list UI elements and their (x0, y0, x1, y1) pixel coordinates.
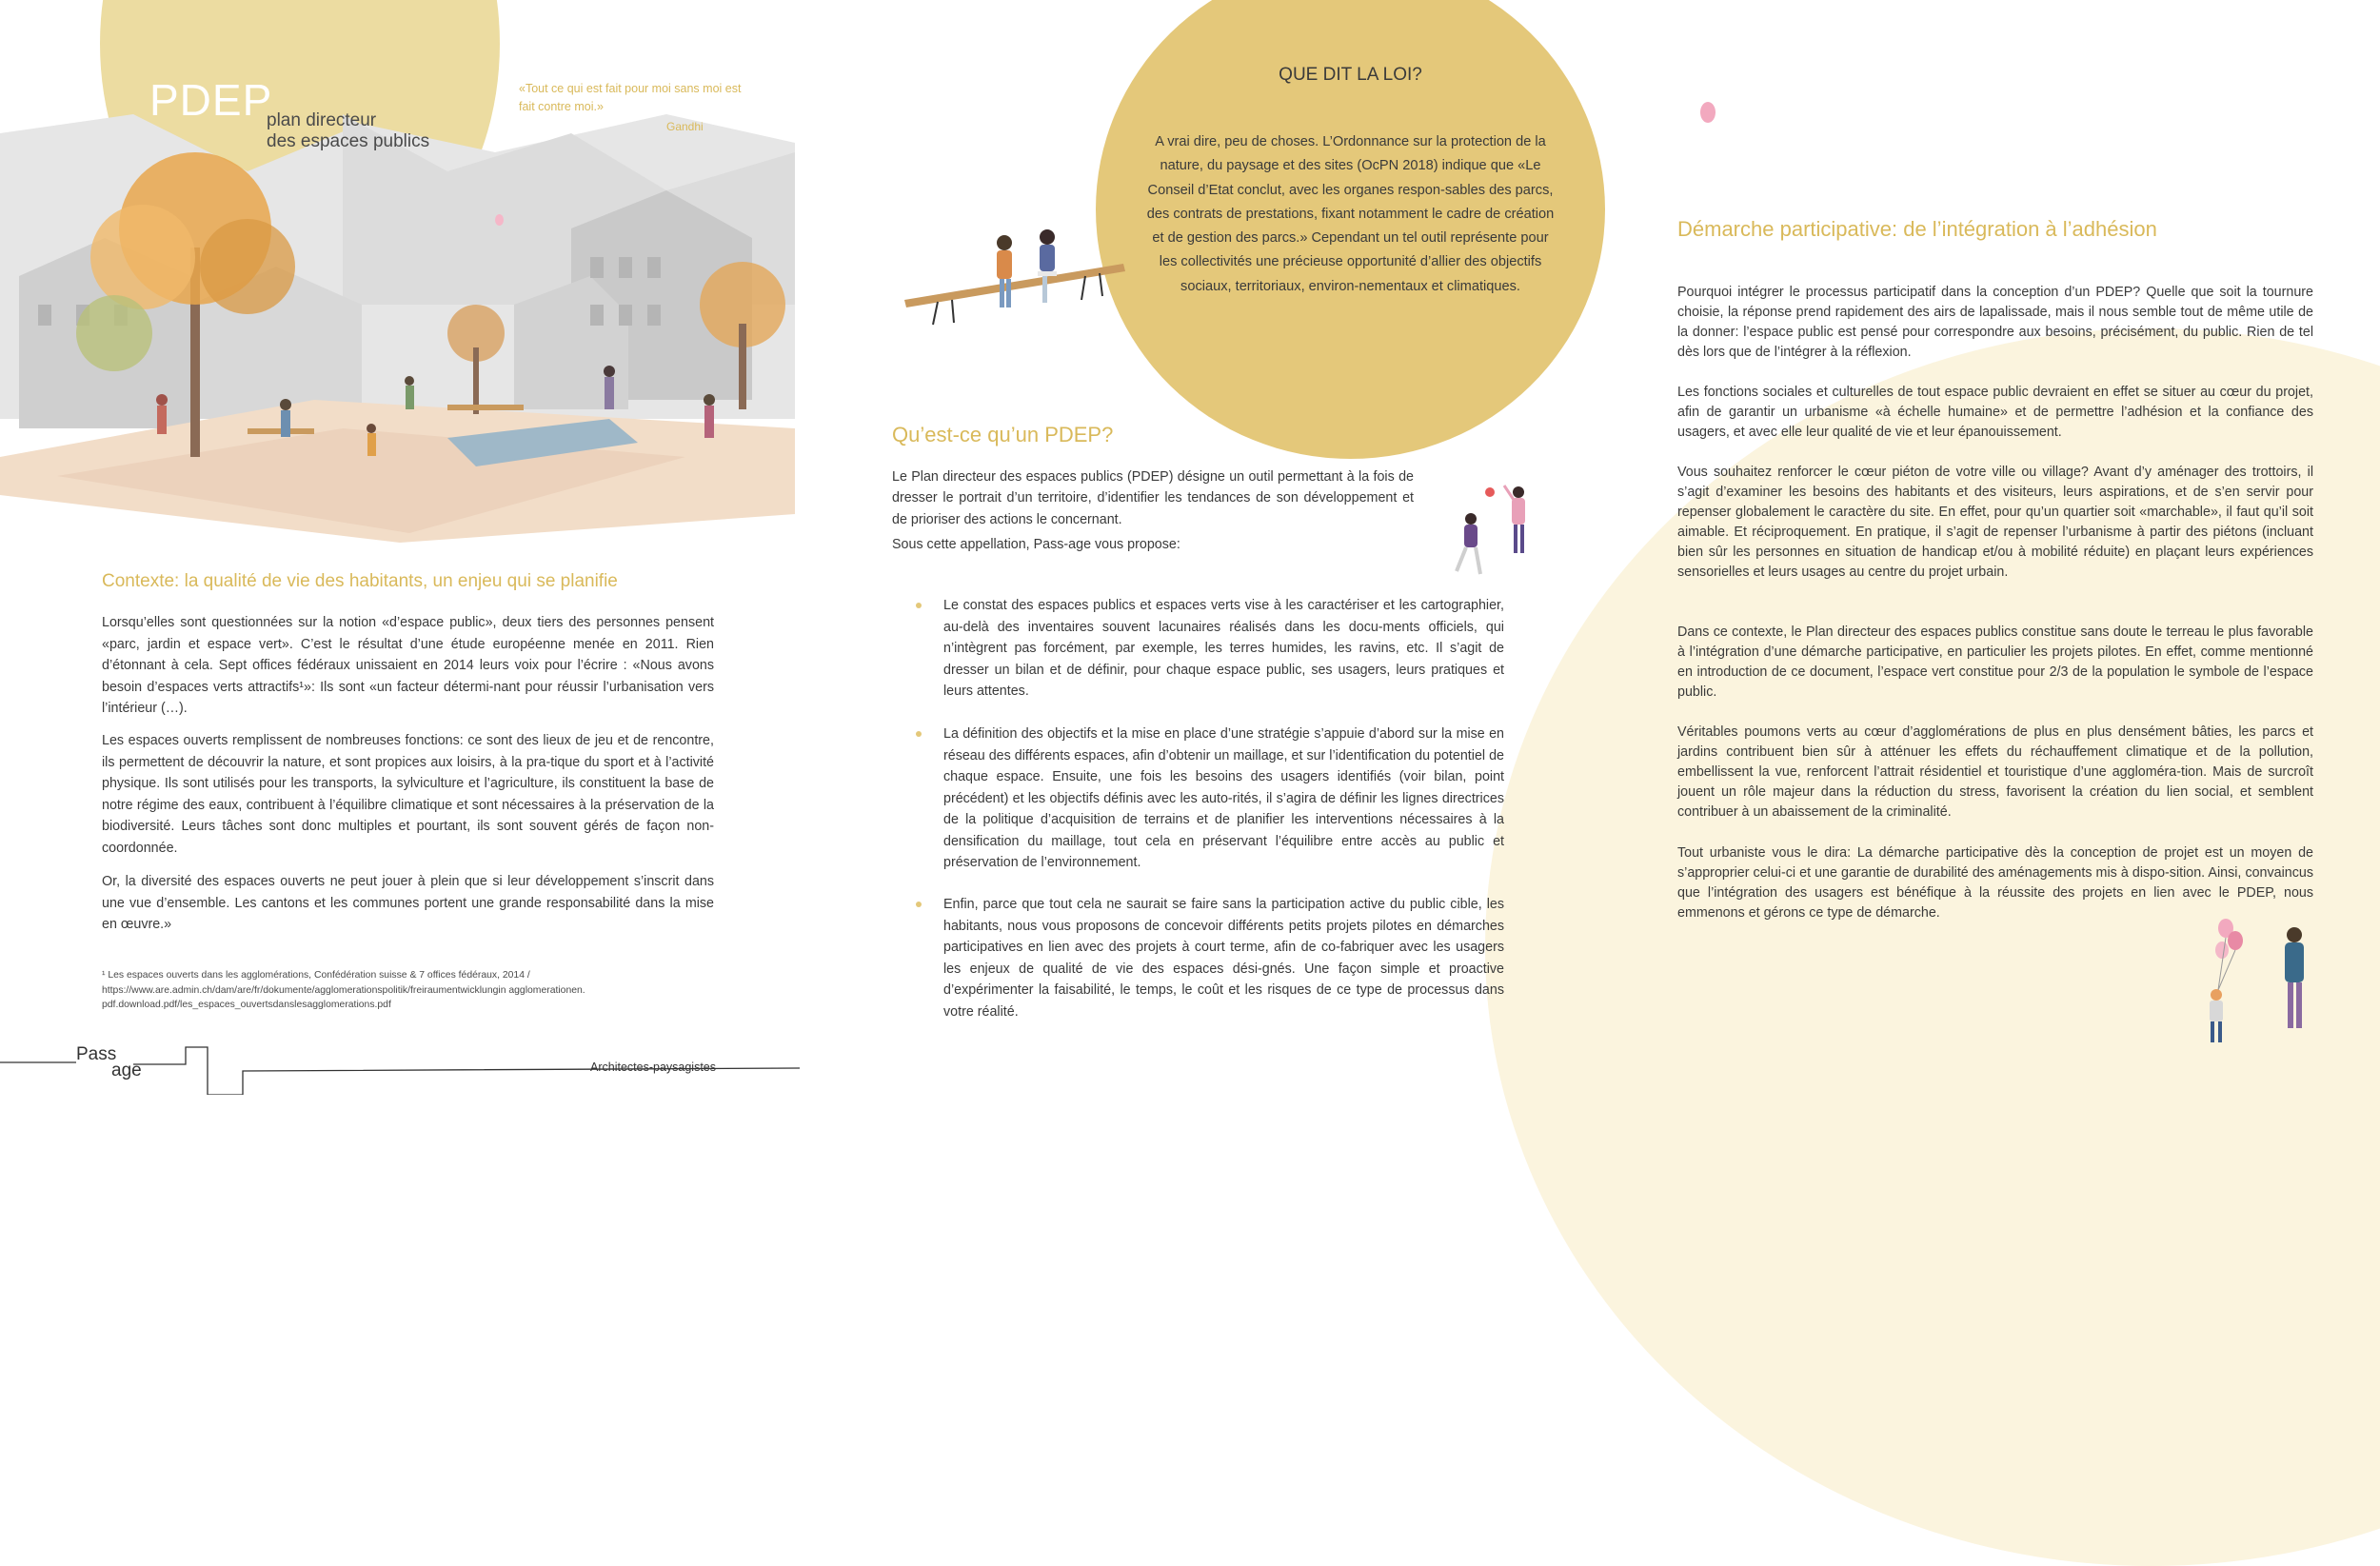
park-illustration (0, 114, 795, 543)
context-paragraph: Les espaces ouverts remplissent de nombreuses fonctions: ce sont des lieux de jeu et de rencontre, ils permettent de découvrir la nature, et sont propices aux loisirs, à la pra-tique du sport et à l’activité physique. Ils sont utilisés pour les transports, la sylviculture et l’agriculture, ils constituent la base de notre régime des eaux, contribuent à l’équilibre climatique et sont nécessaires à la préservation de la biodiversité. Leurs tâches sont donc multiples et pourtant, ils sont souvent gérés de façon non-coordonnée. (102, 733, 714, 856)
pdep-bullet (916, 894, 1504, 1022)
participation-paragraph: Tout urbaniste vous le dira: La démarche participative dès la conception de projet est un moyen de s’approprier celui-ci et une garantie de durabilité des aménagements mis à dispo-sition. Ainsi, convaincus que l’intégration des usagers est bénéfique à la réussite des projets en lien avec le PDEP, nous emmenons et gérons ce type de démarche. (1677, 845, 2313, 921)
pink-dot (1700, 102, 1716, 123)
participation-paragraph: Vous souhaitez renforcer le cœur piéton de votre ville ou village? Avant d’y aménager des trottoirs, il s’agit d’examiner les besoins des habitants et des visiteurs, leurs aspirations, et de s’en servir pour repenser globalement le caractère du site. En effet, pour qu’un quartier soit «marchable», il faut qu’il soit aimable. Et réciproquement. En pratique, il s’agit de repenser l’urbanisme à partir des piétons (incluant bien sûr les personnes en situation de handicap et/ou à mobilité réduite) en plaçant leurs expériences sensorielles et leurs usages au centre du projet urbain. (1677, 465, 2313, 580)
bullet-dot (916, 731, 922, 737)
bullet-text: Enfin, parce que tout cela ne saurait se faire sans la participation active du public cible, les habitants, nous vous proposons de concevoir différents petits projets pilotes en démarches participatives en lien avec des projets à court terme, afin de co-fabriquer avec les usagers les enjeux de qualité de vie des espaces dési-gnés. Une façon simple et proactive d’expérimenter la faisabilité, le temps, le coût et les risques de ce type de processus dans votre réalité. (943, 897, 1504, 1020)
quote-author: Gandhi (666, 120, 704, 133)
participation-paragraph: Dans ce contexte, le Plan directeur des espaces publics constitue sans doute le terreau le plus favorable à l’intégration d’une démarche participative, en particulier les projets pilotes. En effet, comme mentionné en introduction de ce document, l’espace vert constitue pour 2/3 de la population le symbole de l’espace public. (1677, 624, 2313, 700)
context-heading: Contexte: la qualité de vie des habitants, un enjeu qui se planifie (102, 571, 618, 591)
participation-paragraph: Véritables poumons verts au cœur d’agglomérations de plus en plus densément bâties, les parcs et jardins contribuent bien sûr à atténuer les effets du réchauffement climatique et de la pollution, embellissent la vue, renforcent l’attrait résidentiel et touristique d’une aggloméra-tion. Mais de surcroît jouent un rôle majeur dans la réduction du stress, favorisent la création du lien social, et semblent contribuer à un abaissement de la criminalité. (1677, 724, 2313, 820)
footer-tagline: Architectes-paysagistes (590, 1061, 717, 1074)
pdep-intro-lead: Sous cette appellation, Pass-age vous propose: (892, 537, 1180, 552)
bullet-text: La définition des objectifs et la mise en place d’une stratégie s’appuie d’abord sur la mise en réseau des différents espaces, afin d’obtenir un maillage, et sur l’identification du potentiel de chaque espace. Ensuite, une fois les besoins des usagers identifiés (voir bilan, point précédent) et les objectifs définis avec les auto-rités, il s’agira de définir les lignes directrices de la politique d’acquisition de terrains et de planifier les interventions nécessaires à la densification du maillage, tout cela en préservant l’équilibre entre accès au public et préservation de l’environnement. (943, 726, 1504, 870)
participation-paragraph: Pourquoi intégrer le processus participatif dans la conception d’un PDEP? Quelle que soit la tournure choisie, la réponse prend rapidement des airs de lapalissade, mais il nous semble tout de même utile de la donner: l’espace public est pensé pour correspondre aux besoins, précisément, du public. Rien de tel dès lors que de l’intégrer à la réflexion. (1677, 285, 2313, 360)
logo-age: age (111, 1061, 142, 1080)
bullet-dot (916, 902, 922, 907)
bullet-text: Le constat des espaces publics et espaces verts vise à les caractériser et les cartographier, au-delà des inventaires souvent lacunaires réalisés dans les docu-ments officiels, qui n’intègrent pas forcément, par exemple, les terres humides, les ravins, etc. Il s’agit de dresser un bilan et de définir, pour chaque espace public, ses usagers, leurs pratiques et leurs attentes. (943, 598, 1504, 699)
pink-balloon-dot (495, 214, 504, 226)
participation-paragraph: Les fonctions sociales et culturelles de tout espace public devraient en effet se situer au cœur du projet, afin de garantir un urbanisme «à échelle humaine» et de permettre l’adhésion et la confiance des usagers, et avec elle leur qualité de vie et leur épanouissement. (1677, 385, 2313, 440)
context-paragraph: Or, la diversité des espaces ouverts ne peut jouer à plein que si leur développement s’inscrit dans une vue d’ensemble. Les cantons et les communes portent une grande responsabilité dans la mise en œuvre.» (102, 874, 714, 933)
people-illustration (2190, 914, 2332, 1057)
bullet-dot (916, 603, 922, 608)
law-body: A vrai dire, peu de choses. L’Ordonnance sur la protection de la nature, du paysage et des sites (OcPN 2018) indique que «Le Conseil d’Etat conclut, avec les organes respon-sables des parcs, des contrats de prestations, fixant notamment le cadre de création et de gestion des parcs.» Cependant un tel outil représente pour les collectivités une précieuse opportunité d’allier des objectifs sociaux, territoriaux, environ-nementaux et climatiques. (1146, 134, 1555, 294)
pdep-bullet (916, 595, 1504, 703)
pdep-heading: Qu’est-ce qu’un PDEP? (892, 423, 1114, 446)
quote-text: «Tout ce qui est fait pour moi sans moi est fait contre moi.» (519, 82, 742, 113)
law-heading: QUE DIT LA LOI? (1279, 65, 1422, 85)
page-title: PDEP (149, 75, 273, 125)
footnote (102, 968, 714, 1013)
participation-heading: Démarche participative: de l’intégration à l’adhésion (1677, 217, 2157, 241)
pdep-bullet (916, 724, 1504, 874)
bench-illustration (904, 224, 1133, 328)
page-subtitle: plan directeur des espaces publics (267, 110, 430, 151)
kids-illustration (1438, 481, 1552, 581)
logo-pass: Pass (76, 1044, 117, 1064)
context-paragraph: Lorsqu’elles sont questionnées sur la notion «d’espace public», deux tiers des personnes pensent «parc, jardin et espace vert». C’est le résultat d’une étude européenne menée en 2011. Rien d’étonnant à cela. Sept offices fédéraux unissaient en 2014 leurs voix pour l’écrire : «Nous avons besoin d’espaces verts attractifs¹»: Ils sont «un facteur détermi-nant pour réussir l’urbanisation vers l’intérieur (…). (102, 615, 714, 717)
footnote-text: ¹ Les espaces ouverts dans les agglomérations, Confédération suisse & 7 offices fédéraux, 2014 / https://www.are.admin.ch/dam/are/fr/dokumente/agglomerationspolitik/freiraumentwicklungin agglomerationen. pdf.download.pdf/les_espaces_ouvertsdanslesagglomerations.pdf (102, 970, 585, 1010)
pdep-intro: Le Plan directeur des espaces publics (PDEP) désigne un outil permettant à la fois de dresser le portrait d’un territoire, d’identifier les tendances de son développement et de prioriser des actions le concernant. (892, 469, 1414, 527)
